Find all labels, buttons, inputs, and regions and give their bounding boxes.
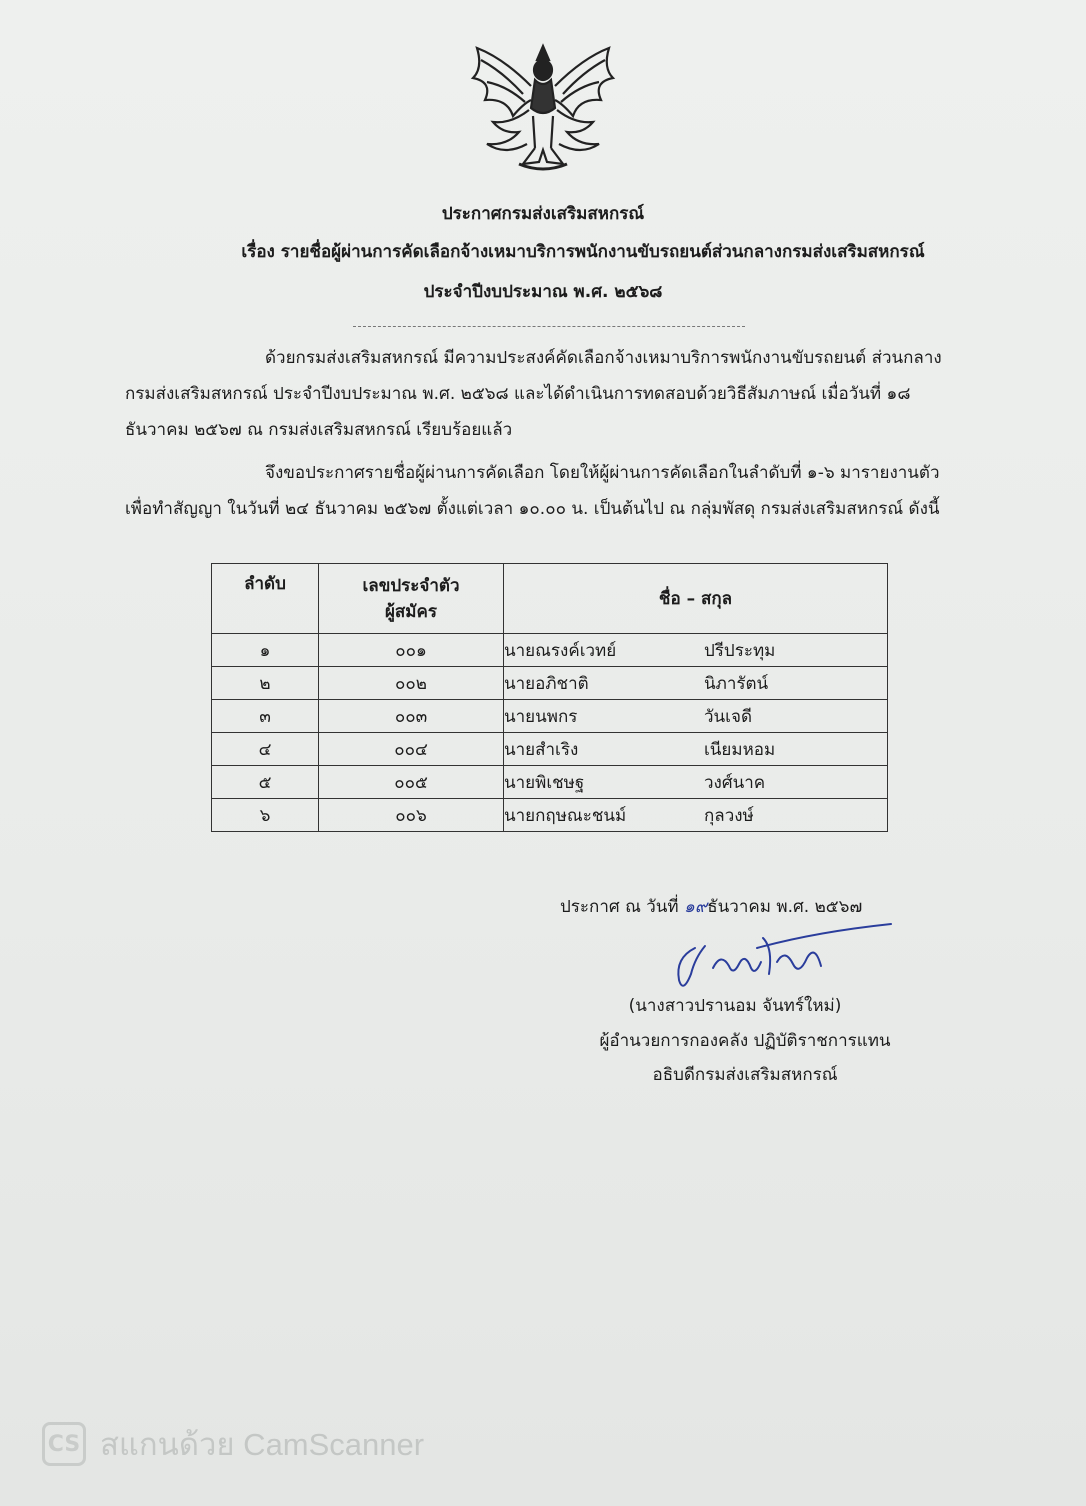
paragraph-intro-text: ด้วยกรมส่งเสริมสหกรณ์ มีความประสงค์คัดเลือกจ้างเหมาบริการพนักงานขับรถยนต์ ส่วนกลางกรมส่งเสริมสหกรณ์ ประจำปีงบประมาณ พ.ศ. ๒๕๖๘ และได้ดำเนินการทดสอบด้วยวิธีสัมภาษณ์ เมื่อวันที่ ๑๘ ธันวาคม ๒๕๖๗ ณ กรมส่งเสริมสหกรณ์ เรียบร้อยแล้ว [125,348,942,440]
cell-id: ๐๐๕ [319,766,504,799]
cell-seq: ๒ [212,667,319,700]
cell-name [504,700,888,733]
cell-first-name: นายกฤษณะชนม์ [504,805,627,826]
cell-id: ๐๐๖ [319,799,504,832]
paragraph-announcement-text: จึงขอประกาศรายชื่อผู้ผ่านการคัดเลือก โดยให้ผู้ผ่านการคัดเลือกในลำดับที่ ๑-๖ มารายงานตัว เพื่อทำสัญญา ในวันที่ ๒๔ ธันวาคม ๒๕๖๗ ตั้งแต่เวลา ๑๐.๐๐ น. เป็นต้นไป ณ กลุ่มพัสดุ กรมส่งเสริมสหกรณ์ ดังนี้ [125,463,940,519]
header-name: ชื่อ – สกุล [504,564,888,634]
table-row [212,700,888,733]
cell-seq: ๔ [212,733,319,766]
camscanner-watermark [42,1418,424,1470]
cell-name [504,634,888,667]
paragraph-intro [125,340,963,448]
table-row [212,667,888,700]
cell-name [504,799,888,832]
results-table [211,563,888,832]
date-day-handwritten: ๑๙ [684,897,708,917]
header-id-line2: ผู้สมัคร [384,601,438,622]
date-prefix: ประกาศ ณ วันที่ [560,897,685,917]
handwritten-signature [665,918,895,996]
announcement-title: ประกาศกรมส่งเสริมสหกรณ์ [441,204,645,224]
table-row [212,766,888,799]
cell-id: ๐๐๒ [319,667,504,700]
watermark-text: สแกนด้วย CamScanner [100,1427,425,1462]
table-header-row [212,564,888,634]
table-row [212,733,888,766]
cell-last-name: กุลวงษ์ [704,805,754,826]
header-id-line1: เลขประจำตัว [362,575,460,596]
cell-name [504,766,888,799]
cell-id: ๐๐๔ [319,733,504,766]
header-applicant-id [319,564,504,634]
cell-first-name: นายสำเริง [504,739,579,760]
announcement-date [560,893,930,920]
cell-first-name: นายนพกร [504,706,578,727]
cell-seq: ๑ [212,634,319,667]
table-row [212,799,888,832]
signer-name: (นางสาวปรานอม จันทร์ใหม่) [628,996,842,1016]
cell-last-name: นิภารัตน์ [704,673,769,694]
cell-last-name: วันเจดี [704,706,752,727]
announcement-subject: เรื่อง รายชื่อผู้ผ่านการคัดเลือกจ้างเหมาบริการพนักงานขับรถยนต์ส่วนกลางกรมส่งเสริมสหกรณ์ [241,242,925,262]
camscanner-logo-icon: CS [42,1422,86,1466]
cell-id: ๐๐๑ [319,634,504,667]
dashed-divider [353,326,745,327]
cell-id: ๐๐๓ [319,700,504,733]
table-row [212,634,888,667]
cell-seq: ๕ [212,766,319,799]
signer-position-acting: อธิบดีกรมส่งเสริมสหกรณ์ [652,1065,838,1085]
cell-seq: ๓ [212,700,319,733]
garuda-emblem-icon [463,38,623,178]
cell-first-name: นายอภิชาติ [504,673,589,694]
date-suffix: ธันวาคม พ.ศ. ๒๕๖๗ [707,897,863,917]
cell-last-name: เนียมหอม [704,739,776,760]
cell-first-name: นายพิเชษฐ [504,772,585,793]
cell-last-name: วงศ์นาค [704,772,766,793]
paragraph-announcement [125,455,963,527]
cell-name [504,733,888,766]
signer-position: ผู้อำนวยการกองคลัง ปฏิบัติราชการแทน [599,1031,891,1051]
fiscal-year: ประจำปีงบประมาณ พ.ศ. ๒๕๖๘ [423,282,663,302]
cell-first-name: นายณรงค์เวทย์ [504,640,617,661]
cell-seq: ๖ [212,799,319,832]
cell-last-name: ปรีประทุม [704,640,776,661]
cell-name [504,667,888,700]
header-seq: ลำดับ [212,564,319,634]
